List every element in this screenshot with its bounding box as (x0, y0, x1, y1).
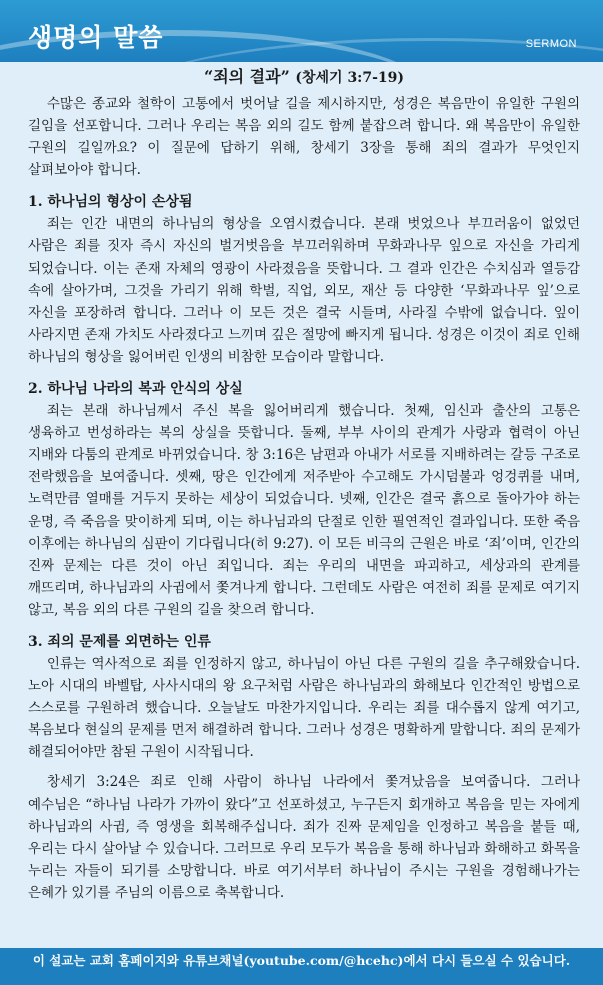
section-text: 인류는 역사적으로 죄를 인정하지 않고, 하나님이 아닌 다른 구원의 길을 추구해왔습니다. 노아 시대의 바벨탑, 사사시대의 왕 요구처럼 사람은 하나님과의 화해보다 인간적인 방법으로 스스로를 구원하려 했습니다. 오늘날도 마찬가지입니다. 우리는 죄를 대수롭지 않게 여기고, 복음보다 현실의 문제를 먼저 해결하려 합니다. 그러나 성경은 명확하게 말합니다. 죄의 문제가 해결되어야만 참된 구원이 시작됩니다. (28, 655, 580, 761)
footer-notice-text: 이 설교는 교회 홈페이지와 유튜브채널(youtube.com/@hcehc)에서 다시 들으실 수 있습니다. (32, 953, 571, 968)
conclusion-paragraph: 창세기 3:24은 죄로 인해 사람이 하나님 나라에서 쫓겨났음을 보여줍니다. 그러나 예수님은 “하나님 나라가 가까이 왔다”고 선포하셨고, 누구든지 회개하고 복음을 믿는 자에게 하나님과의 사귐, 즉 영생을 회복해주십니다. 죄가 진짜 문제임을 인정하고 복음을 붙들 때, 우리는 다시 살아날 수 있습니다. 그러므로 우리 모두가 복음을 통해 하나님과 화해하고 화목을 누리는 자들이 되기를 소망합니다. 바로 여기서부터 하나님이 주시는 구원을 경험해나가는 은혜가 있기를 주님의 이름으로 축복합니다. (28, 774, 580, 901)
footer-notice (0, 948, 603, 985)
section-heading: 2. 하나님 나라의 복과 안식의 상실 (28, 381, 243, 398)
sermon-title-text: “죄의 결과” (203, 67, 290, 86)
sermon-content (28, 66, 580, 904)
section-heading: 1. 하나님의 형상이 손상됨 (28, 194, 193, 211)
scripture-reference: (창세기 3:7-19) (295, 70, 405, 86)
section-heading: 3. 죄의 문제를 외면하는 인류 (28, 633, 211, 650)
intro-paragraph: 수많은 종교와 철학이 고통에서 벗어날 길을 제시하지만, 성경은 복음만이 유일한 구원의 길임을 선포합니다. 그러나 우리는 복음 외의 길도 함께 붙잡으려 합니다. 왜 복음만이 유일한 구원의 길일까요? 이 질문에 답하기 위해, 창세기 3장을 통해 죄의 결과가 무엇인지 살펴보아야 합니다. (28, 96, 580, 179)
header-banner (0, 0, 603, 62)
section-text: 죄는 인간 내면의 하나님의 형상을 오염시켰습니다. 본래 벗었으나 부끄러움이 없었던 사람은 죄를 짓자 즉시 자신의 벌거벗음을 부끄러워하며 무화과나무 잎으로 자신을 가리게 되었습니다. 이는 존재 자체의 영광이 사라졌음을 뜻합니다. 그 결과 인간은 수치심과 열등감 속에 살아가며, 그것을 가리기 위해 학벌, 직업, 외모, 재산 등 다양한 ‘무화과나무 잎’으로 자신을 포장하려 합니다. 그러나 이 모든 것은 결국 시들며, 사라질 수밖에 없습니다. 잎이 사라지면 존재 가치도 사라졌다고 느끼며 깊은 절망에 빠지게 됩니다. 성경은 이것이 죄로 인해 하나님의 형상을 잃어버린 인생의 비참한 모습이라 말합니다. (28, 216, 580, 365)
section-text: 죄는 본래 하나님께서 주신 복을 잃어버리게 했습니다. 첫째, 임신과 출산의 고통은 생육하고 번성하라는 복의 상실을 뜻합니다. 둘째, 부부 사이의 관계가 사랑과 협력이 아닌 지배와 다툼의 관계로 바뀌었습니다. 창 3:16은 남편과 아내가 서로를 지배하려는 갈등 구조로 전락했음을 보여줍니다. 셋째, 땅은 인간에게 저주받아 수고해도 가시덤불과 엉겅퀴를 내며, 노력만큼 열매를 거두지 못하는 세상이 되었습니다. 넷째, 인간은 결국 흙으로 돌아가야 하는 운명, 즉 죽음을 맞이하게 되며, 이는 하나님과의 단절로 인한 필연적인 결과입니다. 또한 죽음 이후에는 하나님의 심판이 기다립니다(히 9:27). 이 모든 비극의 근원은 바로 ‘죄’이며, 인간의 진짜 문제는 다른 것이 아닌 죄입니다. 죄는 우리의 내면을 파괴하고, 세상과의 관계를 깨뜨리며, 하나님과의 사귐에서 쫓겨나게 합니다. 그런데도 사람은 여전히 죄를 문제로 여기지 않고, 복음 외의 다른 구원의 길을 찾으려 합니다. (28, 403, 580, 618)
sermon-title (28, 66, 580, 89)
header-title: 생명의 말씀 (28, 23, 164, 52)
section-tag: SERMON (525, 38, 577, 50)
